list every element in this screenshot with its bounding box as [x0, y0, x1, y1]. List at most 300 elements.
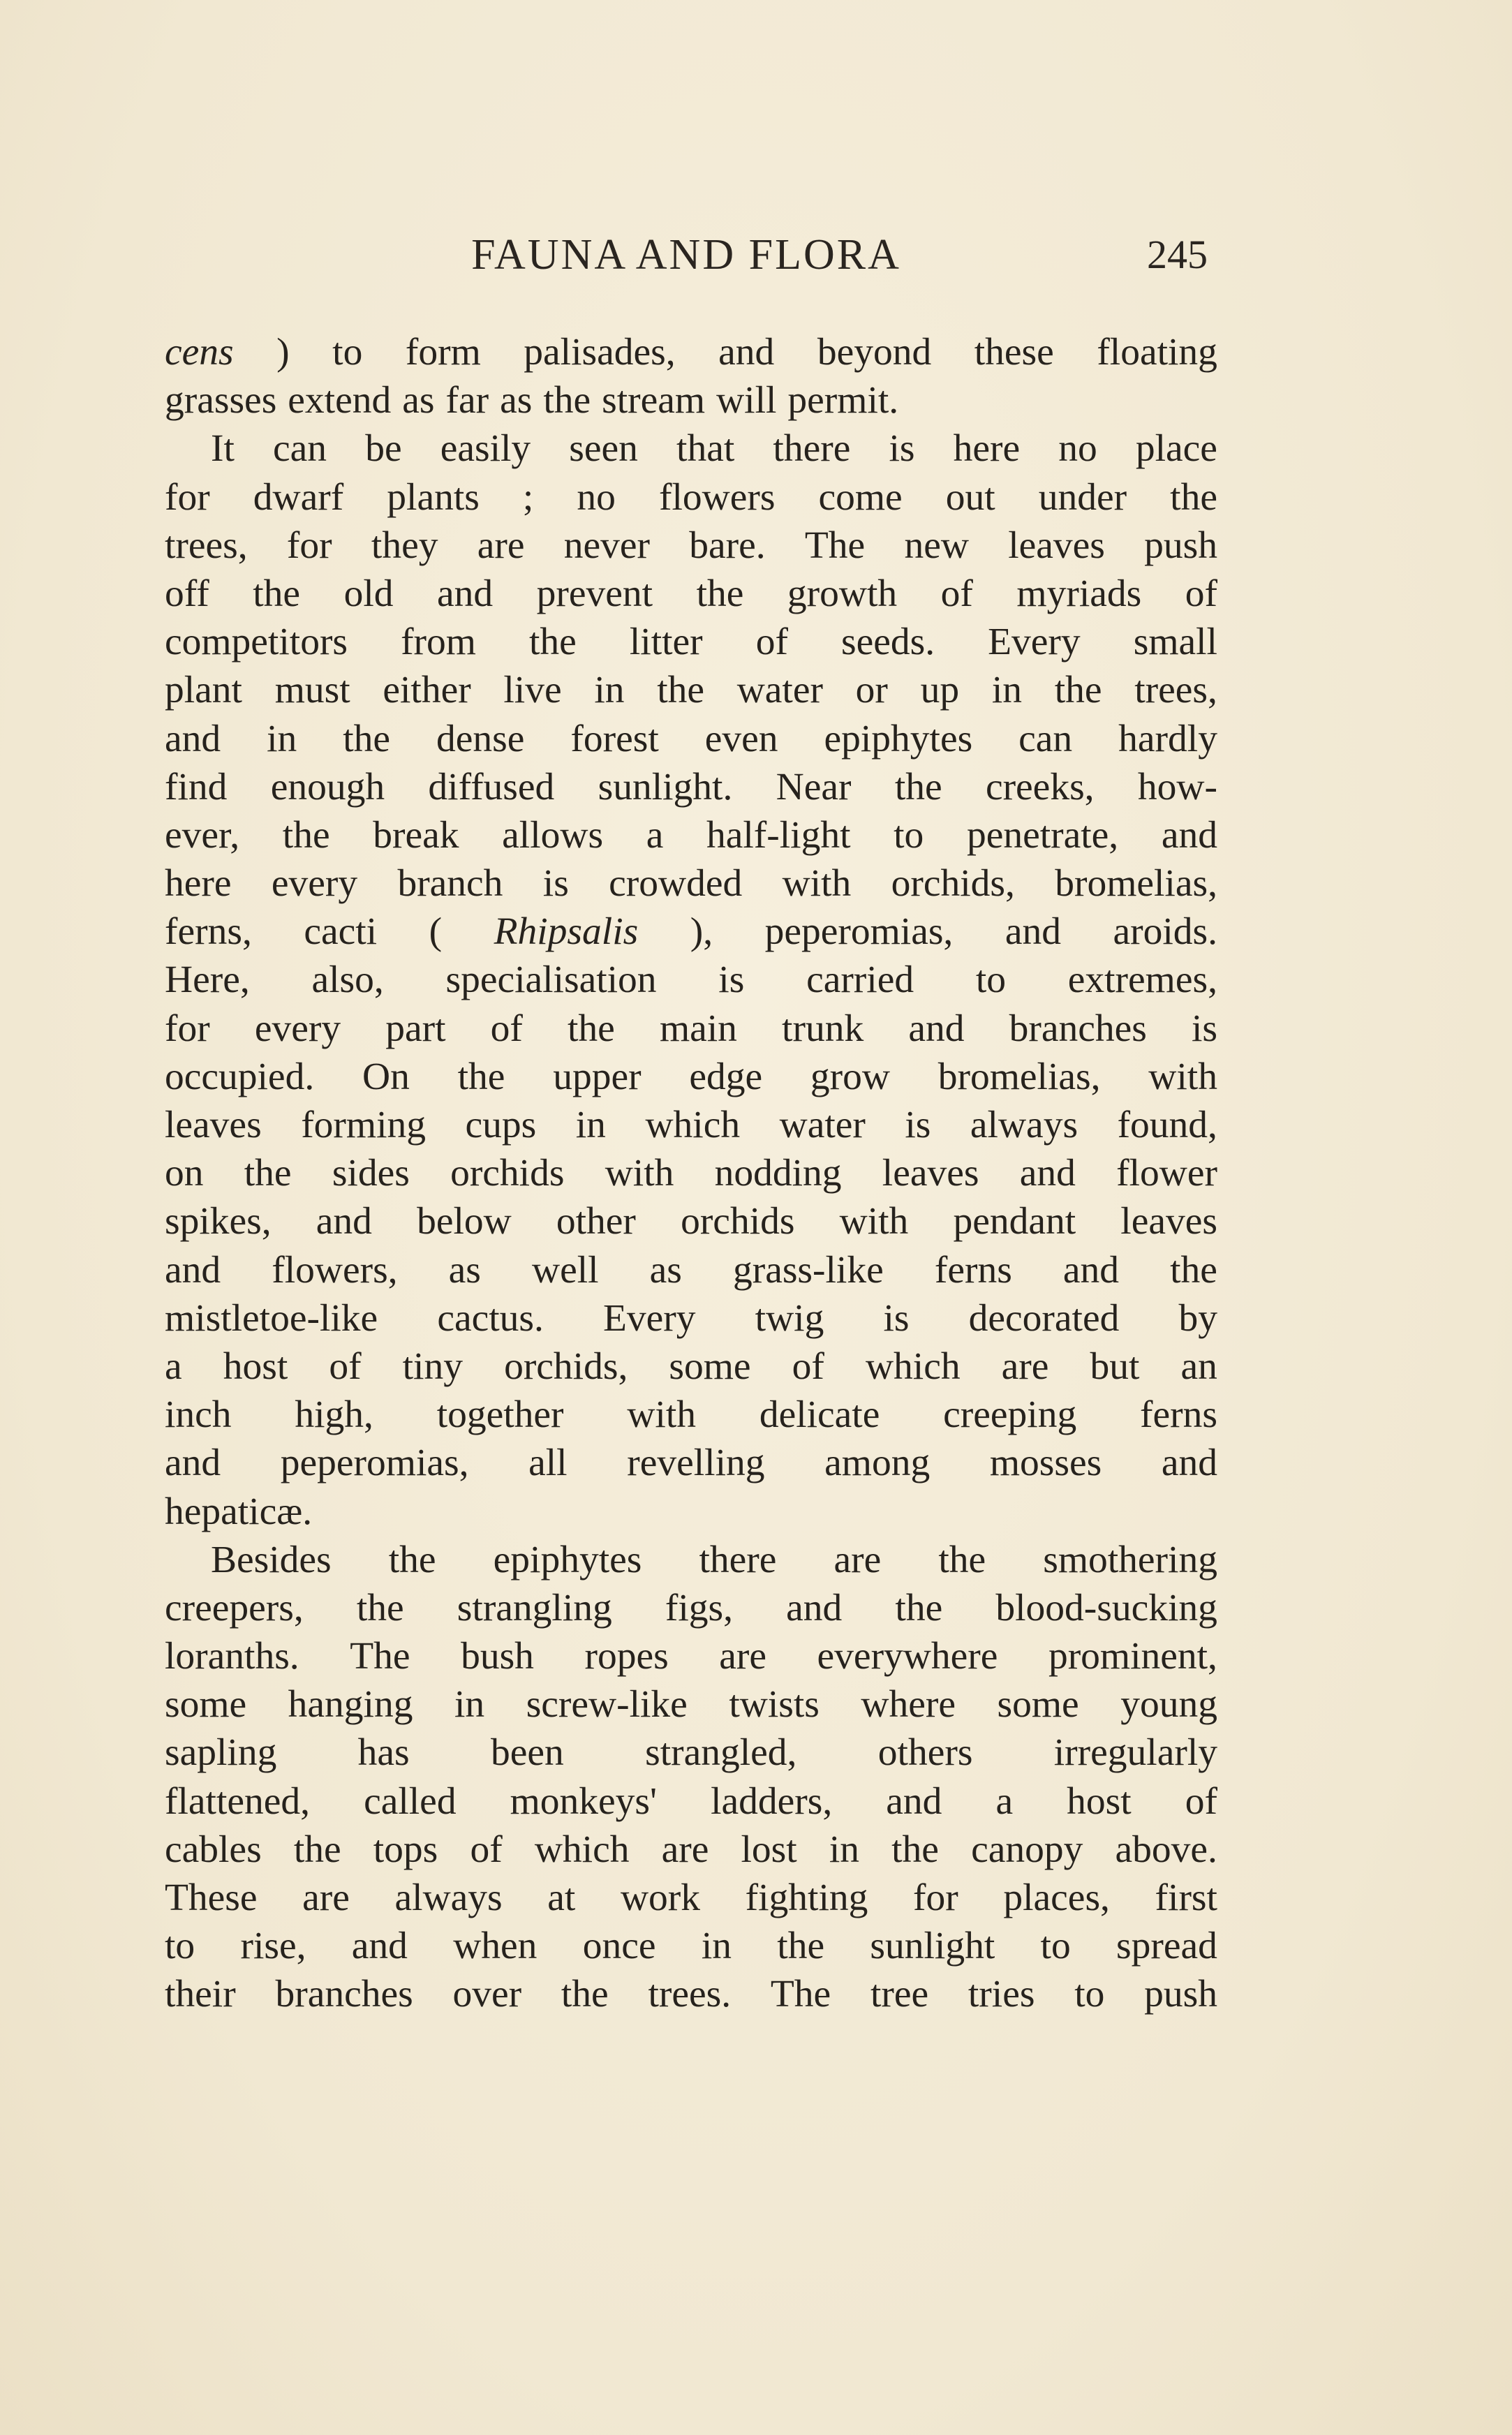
- text-line: [165, 1149, 1217, 1197]
- word: the: [343, 717, 391, 760]
- text-line: [165, 473, 1217, 521]
- word: orchids: [450, 1152, 565, 1195]
- word: extend: [288, 379, 392, 422]
- word: floating: [1097, 331, 1217, 373]
- word: with: [839, 1200, 909, 1243]
- word: ever,: [165, 813, 240, 857]
- word: these: [974, 331, 1054, 373]
- word: plant: [165, 669, 242, 712]
- word: new: [904, 524, 969, 567]
- word: pendant: [953, 1200, 1076, 1243]
- text-line: [165, 376, 1217, 424]
- word: trees.: [648, 1973, 732, 2016]
- word: and: [1161, 813, 1217, 857]
- word: the: [561, 1973, 609, 2016]
- word: no: [577, 475, 616, 519]
- word: in: [829, 1828, 859, 1871]
- text-line: [165, 1391, 1217, 1439]
- text-line: [165, 1439, 1217, 1487]
- word: for: [286, 524, 332, 567]
- word: the: [529, 621, 577, 664]
- word: to: [1040, 1925, 1071, 1968]
- word: Near: [776, 765, 852, 808]
- word: Rhipsalis: [494, 910, 639, 954]
- word: On: [362, 1055, 410, 1098]
- word: branches: [275, 1973, 413, 2016]
- word: are: [833, 1538, 882, 1581]
- word: dwarf: [253, 475, 344, 519]
- text-line: [165, 1197, 1217, 1245]
- word: epiphytes: [493, 1538, 642, 1581]
- word: been: [491, 1731, 564, 1775]
- word: palisades,: [524, 331, 676, 373]
- word: flattened,: [165, 1779, 311, 1823]
- word: be: [365, 427, 402, 471]
- word: in: [454, 1683, 485, 1726]
- word: in: [594, 669, 625, 712]
- word: as: [649, 1248, 682, 1291]
- word: other: [556, 1200, 636, 1243]
- word: in: [991, 669, 1022, 712]
- word: their: [165, 1973, 236, 2016]
- word: forest: [570, 717, 659, 760]
- word: smothering: [1043, 1538, 1217, 1581]
- word: small: [1133, 621, 1217, 664]
- word: peperomias,: [764, 910, 954, 954]
- word: among: [824, 1442, 931, 1485]
- word: come: [818, 475, 903, 519]
- text-line: [165, 908, 1217, 956]
- word: inch: [165, 1393, 232, 1437]
- word: revelling: [627, 1442, 765, 1485]
- word: of: [490, 1007, 523, 1050]
- text-line: [165, 1680, 1217, 1729]
- word: under: [1038, 475, 1127, 519]
- word: sapling: [165, 1731, 277, 1775]
- word: and: [165, 1442, 221, 1485]
- word: young: [1120, 1683, 1217, 1726]
- text-line: [165, 1101, 1217, 1149]
- word: some: [997, 1683, 1079, 1726]
- word: rise,: [240, 1925, 306, 1968]
- word: at: [547, 1877, 576, 1919]
- word: are: [661, 1828, 709, 1871]
- word: seeds.: [841, 621, 935, 664]
- word: flowers,: [272, 1248, 398, 1291]
- text-line: [165, 1729, 1217, 1777]
- running-title: FAUNA AND FLORA: [471, 231, 901, 279]
- text-line: [165, 1826, 1217, 1874]
- word: twists: [729, 1683, 820, 1726]
- word: to: [894, 813, 924, 857]
- word: the: [293, 1828, 341, 1871]
- word: which: [645, 1104, 741, 1146]
- word: there: [699, 1538, 777, 1581]
- word: cens: [165, 331, 234, 373]
- word: and: [908, 1007, 965, 1050]
- word: cacti: [304, 910, 378, 954]
- word: occupied.: [165, 1055, 315, 1098]
- word: to: [975, 959, 1007, 1002]
- text-line: [165, 1488, 1217, 1536]
- word: screw-like: [526, 1683, 688, 1726]
- word: either: [383, 669, 471, 712]
- word: hepaticæ.: [165, 1490, 313, 1533]
- word: of: [470, 1828, 503, 1871]
- word: the: [543, 379, 591, 422]
- word: everywhere: [817, 1635, 998, 1678]
- word: water: [736, 669, 823, 712]
- word: flowers: [658, 475, 776, 519]
- word: host: [1067, 1779, 1132, 1823]
- word: far: [445, 379, 489, 422]
- word: leaves: [1008, 524, 1105, 567]
- word: off: [165, 572, 209, 615]
- word: orchids,: [891, 862, 1015, 905]
- text-line: [165, 763, 1217, 811]
- word: bromelias,: [937, 1055, 1101, 1098]
- word: decorated: [968, 1296, 1120, 1340]
- word: break: [373, 813, 459, 857]
- word: epiphytes: [824, 717, 973, 760]
- word: up: [920, 669, 960, 712]
- word: there: [773, 427, 851, 471]
- text-line: [165, 811, 1217, 859]
- word: fighting: [745, 1877, 868, 1919]
- word: below: [417, 1200, 512, 1243]
- text-line: [165, 618, 1217, 666]
- word: half-light: [706, 813, 851, 857]
- word: and: [165, 717, 221, 760]
- word: Besides: [211, 1538, 332, 1581]
- word: allows: [502, 813, 604, 857]
- word: competitors: [165, 621, 348, 664]
- word: and: [886, 1779, 942, 1823]
- word: sunlight: [870, 1925, 995, 1968]
- word: main: [659, 1007, 737, 1050]
- word: the: [1170, 475, 1217, 519]
- word: and: [786, 1586, 843, 1629]
- word: The: [350, 1635, 410, 1678]
- text-line: [165, 1294, 1217, 1342]
- word: here: [953, 427, 1021, 471]
- word: carried: [806, 959, 914, 1002]
- word: nodding: [714, 1152, 842, 1195]
- word: tree: [870, 1973, 929, 2016]
- word: all: [528, 1442, 568, 1485]
- word: can: [273, 427, 327, 471]
- word: and: [1019, 1152, 1076, 1195]
- text-line: [165, 1970, 1217, 2018]
- word: trees,: [165, 524, 248, 567]
- word: the: [388, 1538, 436, 1581]
- word: and: [718, 331, 775, 373]
- word: strangling: [457, 1586, 612, 1629]
- word: live: [503, 669, 562, 712]
- word: branch: [397, 862, 503, 905]
- word: bare.: [689, 524, 766, 567]
- word: push: [1144, 1973, 1217, 2016]
- word: canopy: [971, 1828, 1083, 1871]
- word: ferns: [934, 1248, 1012, 1291]
- word: found,: [1117, 1104, 1217, 1146]
- word: and: [351, 1925, 408, 1968]
- text-line: [165, 1584, 1217, 1632]
- word: of: [755, 621, 788, 664]
- word: places,: [1003, 1877, 1110, 1919]
- word: is: [883, 1296, 910, 1340]
- word: monkeys': [510, 1779, 658, 1823]
- word: blood-sucking: [995, 1586, 1217, 1629]
- word: an: [1180, 1345, 1217, 1388]
- word: where: [861, 1683, 956, 1726]
- word: orchids,: [504, 1345, 628, 1388]
- word: and: [165, 1248, 221, 1291]
- word: creepers,: [165, 1586, 304, 1629]
- word: edge: [689, 1055, 763, 1098]
- word: is: [1191, 1007, 1217, 1050]
- word: are: [477, 524, 525, 567]
- word: the: [457, 1055, 505, 1098]
- word: prominent,: [1048, 1635, 1217, 1678]
- word: to: [1074, 1973, 1105, 2016]
- word: growth: [787, 572, 898, 615]
- word: and: [1062, 1248, 1120, 1291]
- text-line: [165, 956, 1217, 1004]
- word: grasses: [165, 379, 277, 422]
- text-line: [165, 1342, 1217, 1391]
- word: on: [165, 1152, 204, 1195]
- word: never: [563, 524, 650, 567]
- word: is: [718, 959, 745, 1002]
- word: extremes,: [1067, 959, 1217, 1002]
- word: host: [223, 1345, 288, 1388]
- word: others: [877, 1731, 973, 1775]
- word: high,: [295, 1393, 373, 1437]
- word: mosses: [989, 1442, 1102, 1485]
- word: trunk: [782, 1007, 864, 1050]
- word: the: [657, 669, 705, 712]
- word: once: [582, 1925, 656, 1968]
- word: the: [696, 572, 744, 615]
- page-header: [165, 223, 1208, 286]
- word: leaves: [882, 1152, 979, 1195]
- word: first: [1155, 1877, 1217, 1919]
- word: tiny: [402, 1345, 463, 1388]
- word: tries: [968, 1973, 1035, 2016]
- word: lost: [741, 1828, 797, 1871]
- word: find: [165, 765, 228, 808]
- word: the: [894, 765, 942, 808]
- text-line: [165, 1922, 1217, 1970]
- word: and: [1161, 1442, 1217, 1485]
- word: form: [405, 331, 481, 373]
- word: in: [701, 1925, 732, 1968]
- word: diffused: [428, 765, 555, 808]
- page-number: 245: [1147, 232, 1208, 277]
- word: even: [704, 717, 778, 760]
- text-line: [165, 1005, 1217, 1053]
- word: ;: [522, 475, 534, 519]
- text-line: [165, 1777, 1217, 1826]
- word: with: [1148, 1055, 1217, 1098]
- word: myriads: [1016, 572, 1142, 615]
- word: work: [620, 1877, 701, 1919]
- word: cactus.: [437, 1296, 544, 1340]
- word: sunlight.: [598, 765, 733, 808]
- word: has: [357, 1731, 410, 1775]
- word: permit.: [787, 379, 899, 422]
- word: and: [316, 1200, 372, 1243]
- word: a: [165, 1345, 182, 1388]
- word: tops: [373, 1828, 438, 1871]
- word: with: [605, 1152, 674, 1195]
- word: well: [531, 1248, 599, 1291]
- word: which: [534, 1828, 630, 1871]
- word: is: [905, 1104, 931, 1146]
- word: here: [165, 862, 232, 905]
- word: for: [165, 1007, 210, 1050]
- word: the: [891, 1828, 939, 1871]
- word: stream: [602, 379, 706, 422]
- word: the: [356, 1586, 404, 1629]
- word: branches: [1009, 1007, 1147, 1050]
- word: of: [1185, 1779, 1217, 1823]
- word: are: [719, 1635, 766, 1678]
- word: water: [779, 1104, 866, 1146]
- word: The: [770, 1973, 831, 2016]
- word: are: [1001, 1345, 1049, 1388]
- word: must: [274, 669, 350, 712]
- word: cups: [465, 1104, 537, 1146]
- word: strangled,: [645, 1731, 797, 1775]
- text-line: [165, 424, 1217, 473]
- word: every: [271, 862, 358, 905]
- word: ): [276, 331, 290, 373]
- word: spread: [1116, 1925, 1217, 1968]
- word: hardly: [1118, 717, 1217, 760]
- word: in: [267, 717, 297, 760]
- word: always: [394, 1877, 503, 1919]
- word: grow: [810, 1055, 890, 1098]
- word: prevent: [536, 572, 653, 615]
- word: how-: [1137, 765, 1217, 808]
- word: which: [865, 1345, 961, 1388]
- word: flower: [1116, 1152, 1217, 1195]
- word: aroids.: [1113, 910, 1217, 954]
- text-line: [165, 1874, 1217, 1922]
- word: plants: [387, 475, 480, 519]
- word: as: [402, 379, 435, 422]
- word: of: [329, 1345, 362, 1388]
- word: the: [253, 572, 301, 615]
- text-line: [165, 1632, 1217, 1680]
- text-line: [165, 1053, 1217, 1101]
- word: ferns,: [165, 910, 252, 954]
- word: delicate: [759, 1393, 880, 1437]
- word: The: [804, 524, 866, 567]
- word: no: [1058, 427, 1097, 471]
- word: bush: [461, 1635, 534, 1678]
- word: enough: [270, 765, 385, 808]
- text-line: [165, 570, 1217, 618]
- word: but: [1090, 1345, 1140, 1388]
- word: hanging: [288, 1683, 413, 1726]
- word: bromelias,: [1055, 862, 1217, 905]
- text-line: [165, 715, 1217, 763]
- text-line: [165, 1246, 1217, 1294]
- word: is: [542, 862, 569, 905]
- word: crowded: [609, 862, 743, 905]
- word: ),: [690, 910, 713, 954]
- word: part: [385, 1007, 446, 1050]
- word: cables: [165, 1828, 262, 1871]
- word: when: [453, 1925, 538, 1968]
- word: Every: [603, 1296, 696, 1340]
- word: for: [165, 475, 210, 519]
- word: also,: [311, 959, 384, 1002]
- word: or: [855, 669, 888, 712]
- word: leaves: [1120, 1200, 1217, 1243]
- word: penetrate,: [966, 813, 1119, 857]
- word: the: [1054, 669, 1102, 712]
- word: and: [437, 572, 494, 615]
- word: beyond: [817, 331, 932, 373]
- word: as: [448, 1248, 481, 1291]
- word: specialisation: [445, 959, 657, 1002]
- word: old: [343, 572, 394, 615]
- word: the: [777, 1925, 825, 1968]
- word: by: [1178, 1296, 1217, 1340]
- word: every: [254, 1007, 341, 1050]
- word: called: [364, 1779, 457, 1823]
- word: is: [889, 427, 915, 471]
- word: to: [165, 1925, 195, 1968]
- text-line: [165, 666, 1217, 714]
- word: Here,: [165, 959, 250, 1002]
- word: place: [1135, 427, 1217, 471]
- word: figs,: [665, 1586, 734, 1629]
- word: dense: [436, 717, 525, 760]
- word: litter: [629, 621, 703, 664]
- word: of: [792, 1345, 824, 1388]
- word: some: [165, 1683, 247, 1726]
- word: can: [1018, 717, 1073, 760]
- word: grass-like: [732, 1248, 884, 1291]
- word: forming: [301, 1104, 426, 1146]
- word: push: [1144, 524, 1217, 567]
- word: over: [452, 1973, 522, 2016]
- word: the: [895, 1586, 943, 1629]
- word: that: [676, 427, 735, 471]
- word: (: [429, 910, 443, 954]
- word: out: [945, 475, 995, 519]
- word: from: [401, 621, 476, 664]
- word: twig: [755, 1296, 824, 1340]
- word: of: [940, 572, 973, 615]
- word: seen: [569, 427, 638, 471]
- word: creeping: [943, 1393, 1077, 1437]
- word: the: [568, 1007, 615, 1050]
- word: a: [646, 813, 664, 857]
- word: mistletoe-like: [165, 1296, 378, 1340]
- word: a: [995, 1779, 1014, 1823]
- word: the: [282, 813, 330, 857]
- word: loranths.: [165, 1635, 299, 1678]
- word: leaves: [165, 1104, 262, 1146]
- text-line: [165, 1536, 1217, 1584]
- word: ferns: [1140, 1393, 1217, 1437]
